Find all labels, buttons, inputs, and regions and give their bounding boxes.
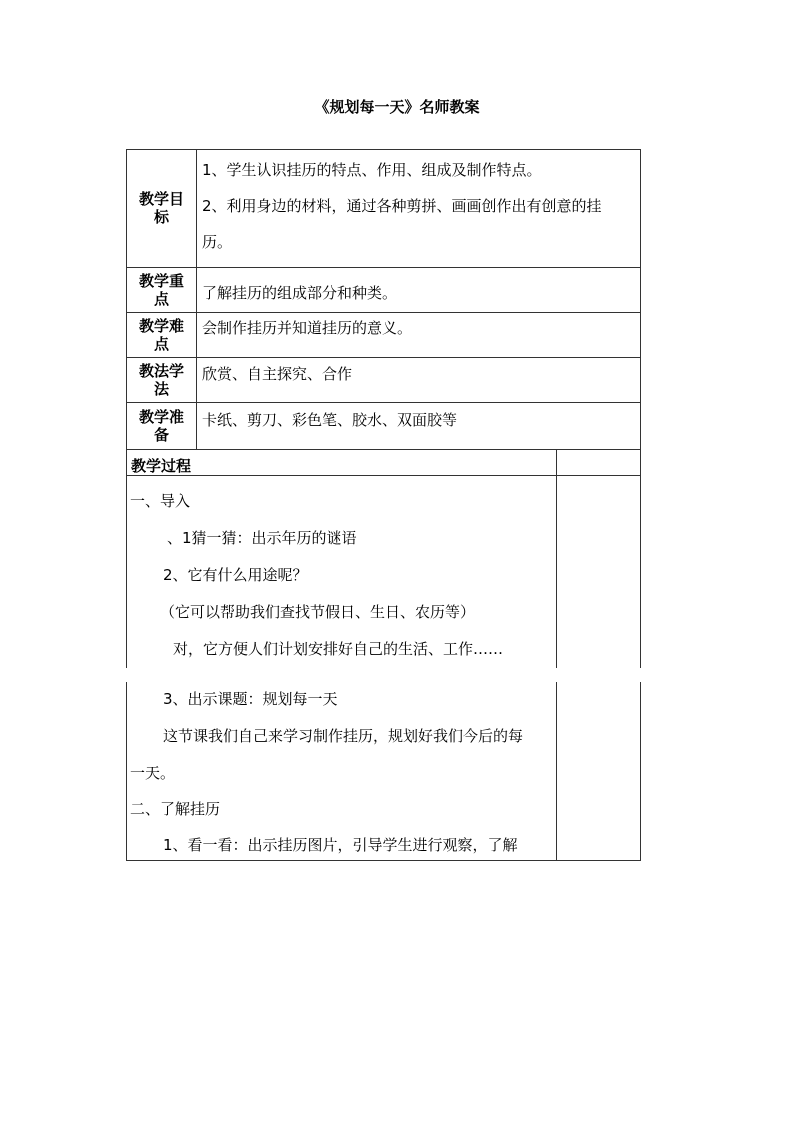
process-header-divider (126, 475, 641, 476)
process-header: 教学过程 (131, 457, 192, 475)
row-content-objectives (202, 152, 602, 260)
process-right-border (640, 450, 641, 668)
process-notes-divider (556, 450, 557, 668)
process-line: 3、出示课题：规划每一天 (163, 690, 338, 708)
process-left-border (126, 450, 127, 668)
row-content-key-points: 了解挂历的组成部分和种类。 (202, 284, 398, 302)
row-label-key-points (127, 272, 196, 308)
process-right-border (640, 682, 641, 860)
row-divider (126, 267, 641, 268)
label-line: 点 (153, 290, 169, 308)
row-divider (126, 402, 641, 403)
label-line: 教法学 (138, 362, 184, 380)
process-line: 1、看一看：出示挂历图片，引导学生进行观察，了解 (163, 836, 518, 854)
label-line: 法 (153, 380, 169, 398)
process-line: 一、导入 (130, 492, 191, 510)
row-divider (126, 312, 641, 313)
process-line: 这节课我们自己来学习制作挂历，规划好我们今后的每 (163, 727, 524, 745)
label-line: 教学目 (138, 190, 184, 208)
row-label-methods (127, 362, 196, 398)
label-line: 教学难 (138, 317, 184, 335)
label-line: 教学重 (138, 272, 184, 290)
content-line: 1、学生认识挂历的特点、作用、组成及制作特点。 (202, 161, 542, 179)
label-column-divider (196, 149, 197, 450)
label-line: 教学准 (138, 408, 184, 426)
row-label-difficulties (127, 317, 196, 353)
row-content-methods: 欣赏、自主探究、合作 (202, 365, 353, 383)
label-line: 备 (153, 426, 169, 444)
process-line: 二、了解挂历 (130, 800, 221, 818)
row-divider (126, 357, 641, 358)
row-label-objectives (127, 190, 196, 226)
content-line: 历。 (202, 233, 233, 251)
row-content-preparation: 卡纸、剪刀、彩色笔、胶水、双面胶等 (202, 411, 458, 429)
process-left-border (126, 682, 127, 860)
process-bottom-border (126, 860, 641, 861)
content-line: 2、利用身边的材料，通过各种剪拼、画画创作出有创意的挂 (202, 197, 602, 215)
process-line: 2、它有什么用途呢？ (163, 566, 308, 584)
process-line: 对，它方便人们计划安排好自己的生活、工作…… (173, 640, 504, 658)
document-title: 《规划每一天》名师教案 (314, 98, 480, 116)
process-line: （它可以帮助我们查找节假日、生日、农历等） (160, 603, 476, 621)
row-label-preparation (127, 408, 196, 444)
process-line: 、1猜一猜：出示年历的谜语 (167, 529, 357, 547)
row-content-difficulties: 会制作挂历并知道挂历的意义。 (202, 319, 413, 337)
label-line: 标 (153, 208, 169, 226)
process-line: 一天。 (130, 764, 176, 782)
label-line: 点 (153, 335, 169, 353)
process-notes-divider (556, 682, 557, 860)
